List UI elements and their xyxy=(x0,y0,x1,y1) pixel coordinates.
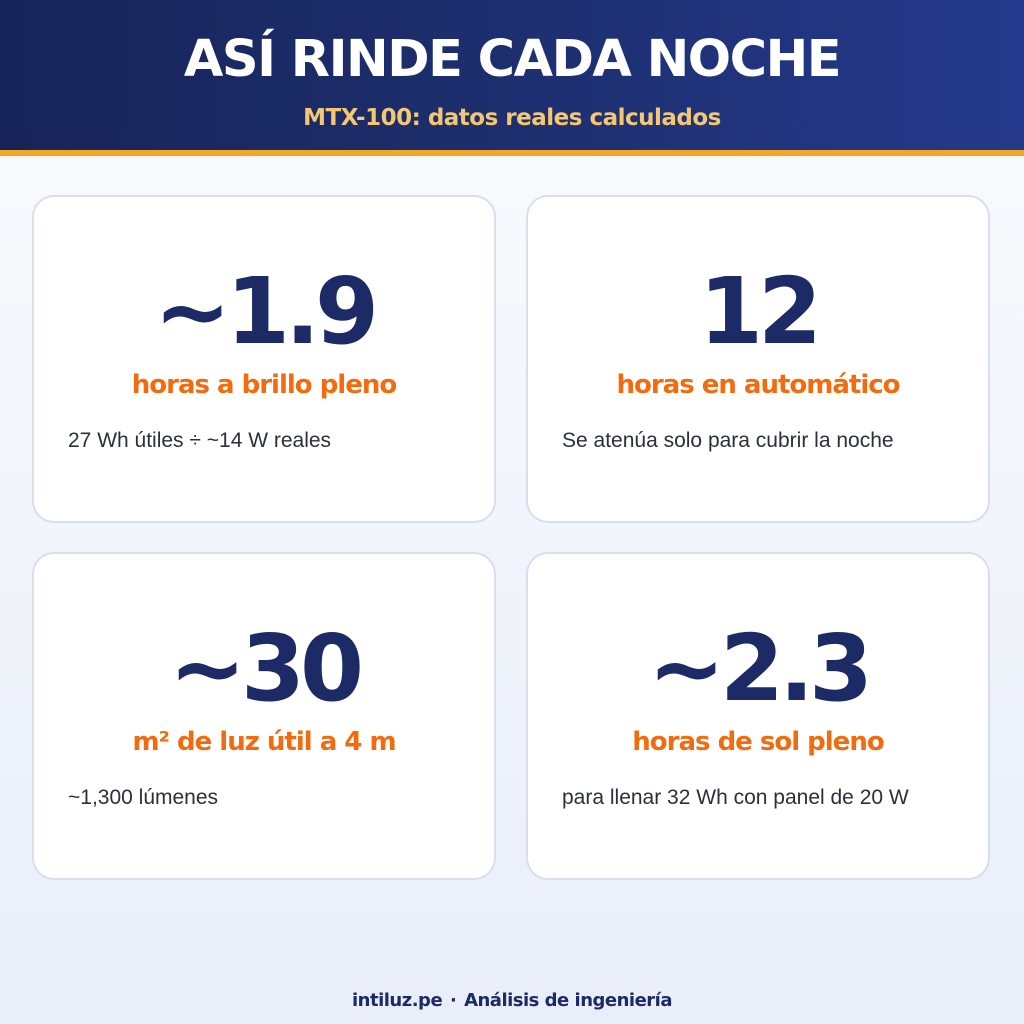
stat-note: para llenar 32 Wh con panel de 20 W xyxy=(562,786,909,809)
stat-card-brightness-hours xyxy=(32,195,496,523)
header-accent-bar xyxy=(0,150,1024,156)
header-banner xyxy=(0,0,1024,150)
stat-label: horas de sol pleno xyxy=(632,727,884,757)
stat-label: m² de luz útil a 4 m xyxy=(132,727,396,757)
footer-tagline: Análisis de ingeniería xyxy=(464,990,672,1011)
stat-value: ~30 xyxy=(168,615,360,722)
stat-value: ~2.3 xyxy=(647,615,869,722)
footer-separator: · xyxy=(449,990,457,1011)
stat-label: horas a brillo pleno xyxy=(131,370,397,400)
stat-card-auto-hours xyxy=(526,195,990,523)
stat-card-sun-hours xyxy=(526,552,990,880)
page-title: ASÍ RINDE CADA NOCHE xyxy=(183,30,841,89)
stat-note: 27 Wh útiles ÷ ~14 W reales xyxy=(68,429,332,452)
stat-note: ~1,300 lúmenes xyxy=(68,786,219,809)
stat-value: ~1.9 xyxy=(153,258,375,365)
page-subtitle: MTX-100: datos reales calculados xyxy=(303,105,721,131)
stat-label: horas en automático xyxy=(616,370,900,400)
stat-card-light-area xyxy=(32,552,496,880)
footer-credit xyxy=(0,987,1024,1015)
footer-site: intiluz.pe xyxy=(352,990,443,1011)
stat-note: Se atenúa solo para cubrir la noche xyxy=(562,429,894,452)
stat-value: 12 xyxy=(698,258,818,365)
